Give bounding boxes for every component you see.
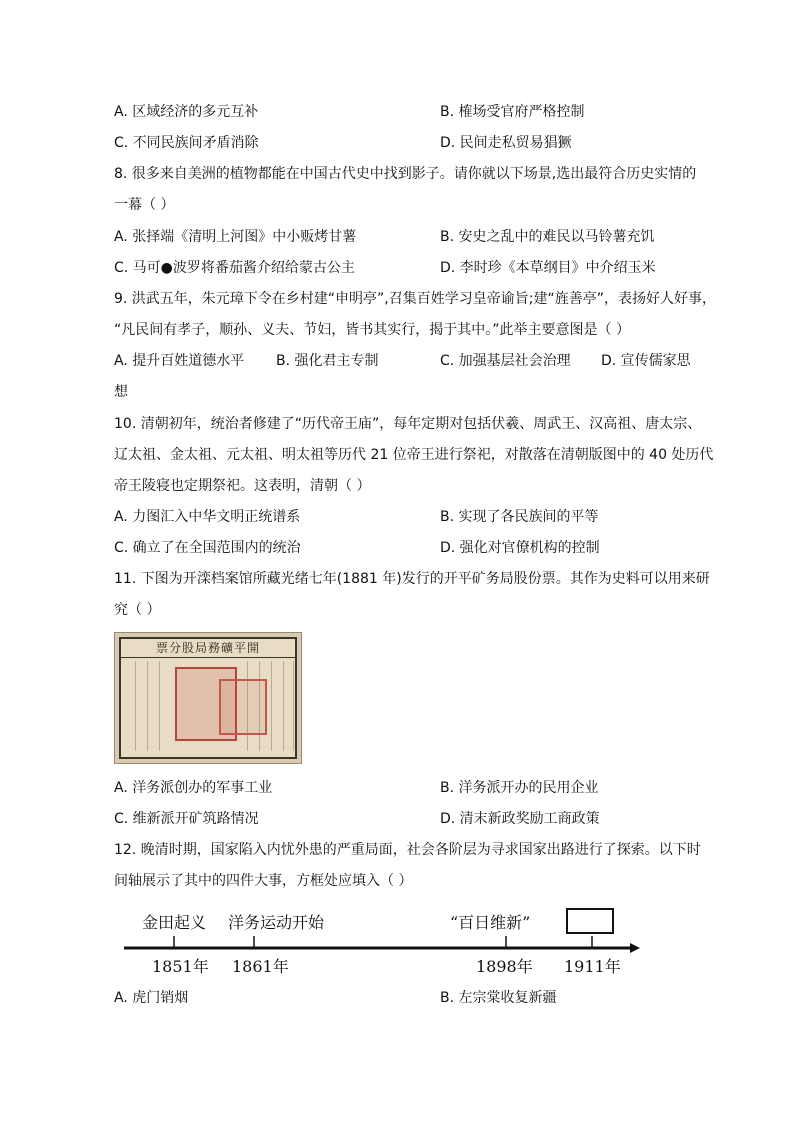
q9-option-c: C. 加强基层社会治理: [440, 353, 571, 369]
q12-stem-line2: 间轴展示了其中的四件大事，方框处应填入（ ）: [114, 873, 413, 889]
timeline: [114, 904, 654, 984]
q9-option-b: B. 强化君主专制: [276, 353, 379, 369]
stock-certificate-image: [114, 632, 302, 764]
q11-option-d: D. 清末新政奖励工商政策: [440, 811, 600, 827]
q8-option-c: C. 马可●波罗将番茄酱介绍给蒙古公主: [114, 260, 355, 276]
certificate-title: 票分股局務礦平開: [121, 639, 295, 658]
timeline-event-label-2: 洋务运动开始: [228, 913, 325, 932]
q9-stem-line1: 9. 洪武五年，朱元璋下令在乡村建“申明亭”,召集百姓学习皇帝谕旨;建“旌善亭”，表扬好人好事，: [114, 291, 716, 307]
red-seal-stamp-secondary: [219, 679, 267, 735]
timeline-event-label-1: 金田起义: [142, 913, 207, 932]
q7-option-b: B. 榷场受官府严格控制: [440, 104, 585, 120]
q8-option-b: B. 安史之乱中的难民以马铃薯充饥: [440, 229, 655, 245]
q11-option-c: C. 维新派开矿筑路情况: [114, 811, 259, 827]
timeline-year-3: 1898年: [476, 957, 533, 976]
q10-option-d: D. 强化对官僚机构的控制: [440, 540, 600, 556]
q7-option-a: A. 区域经济的多元互补: [114, 104, 259, 120]
timeline-year-4: 1911年: [564, 957, 621, 976]
q10-option-b: B. 实现了各民族间的平等: [440, 509, 599, 525]
q10-option-c: C. 确立了在全国范围内的统治: [114, 540, 301, 556]
q8-option-a: A. 张择端《清明上河图》中小贩烤甘薯: [114, 229, 357, 245]
q10-option-a: A. 力图汇入中华文明正统谱系: [114, 509, 301, 525]
q7-option-c: C. 不同民族间矛盾消除: [114, 135, 259, 151]
q10-stem-line1: 10. 清朝初年，统治者修建了“历代帝王庙”，每年定期对包括伏羲、周武王、汉高祖、唐太宗、: [114, 416, 702, 432]
timeline-event-label-3: “百日维新”: [450, 913, 531, 932]
q10-stem-line3: 帝王陵寝也定期祭祀。这表明，清朝（ ）: [114, 478, 371, 494]
q11-stem-line2: 究（ ）: [114, 602, 161, 618]
timeline-arrow-icon: [630, 943, 640, 953]
q10-stem-line2: 辽太祖、金太祖、元太祖、明太祖等历代 21 位帝王进行祭祀，对散落在清朝版图中的 40 处历代: [114, 447, 714, 463]
q9-option-d: D. 宣传儒家思: [601, 353, 691, 369]
q12-option-b: B. 左宗棠收复新疆: [440, 990, 557, 1006]
certificate-border: [119, 637, 297, 759]
q9-option-a: A. 提升百姓道德水平: [114, 353, 245, 369]
q9-stem-line2: “凡民间有孝子，顺孙、义夫、节妇，皆书其实行，揭于其中。”此举主要意图是（ ）: [114, 322, 630, 338]
timeline-blank-box: [566, 908, 614, 934]
q9-option-d-wrap: 想: [114, 384, 128, 400]
timeline-year-1: 1851年: [152, 957, 209, 976]
q11-stem-line1: 11. 下图为开滦档案馆所藏光绪七年(1881 年)发行的开平矿务局股份票。其作为史料可以用来研: [114, 571, 710, 587]
q12-option-a: A. 虎门销烟: [114, 990, 189, 1006]
q8-stem-line2: 一幕（ ）: [114, 197, 175, 213]
q11-option-b: B. 洋务派开办的民用企业: [440, 780, 599, 796]
timeline-year-2: 1861年: [232, 957, 289, 976]
q8-option-d: D. 李时珍《本草纲目》中介绍玉米: [440, 260, 656, 276]
q11-option-a: A. 洋务派创办的军事工业: [114, 780, 273, 796]
q7-option-d: D. 民间走私贸易猖獗: [440, 135, 572, 151]
q8-stem-line1: 8. 很多来自美洲的植物都能在中国古代史中找到影子。请你就以下场景,选出最符合历史实情的: [114, 166, 697, 182]
q12-stem-line1: 12. 晚清时期，国家陷入内忧外患的严重局面，社会各阶层为寻求国家出路进行了探索。以下时: [114, 842, 701, 858]
